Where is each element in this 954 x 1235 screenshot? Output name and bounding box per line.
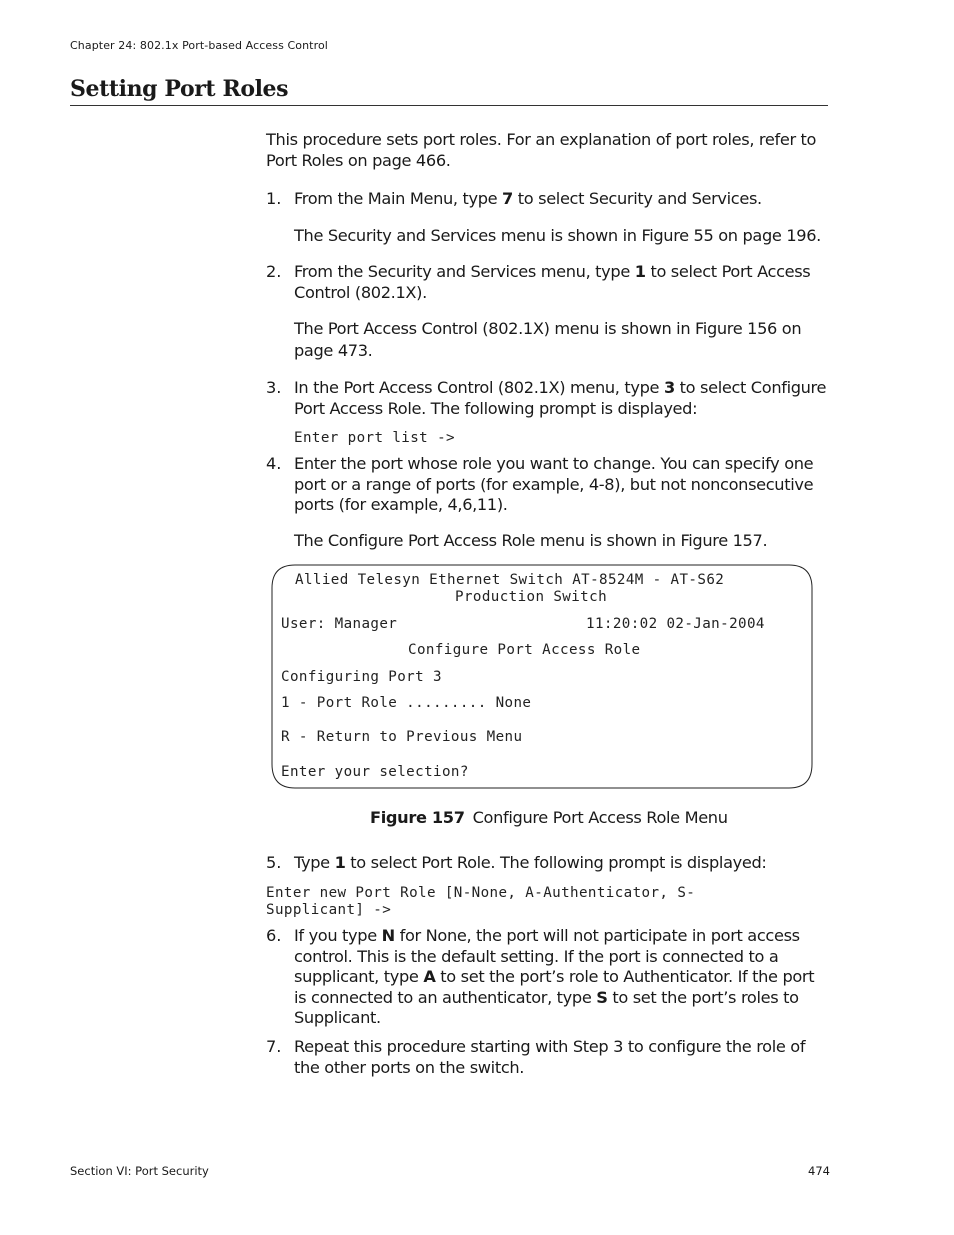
page-number: 474 — [808, 1164, 830, 1178]
terminal-user: User: Manager — [281, 616, 398, 632]
step-number: 6. — [266, 926, 282, 945]
step-text: If you type N for None, the port will not participate in port access control. This is the default setting. If the port is connected to a supplicant, type A to set the port’s role to Authenticator. If the port is connected to an authenticator, type S to set the port’s roles to Supplicant. — [294, 926, 815, 1027]
terminal-option-port-role: 1 - Port Role ......... None — [281, 695, 532, 711]
terminal-title-line2: Production Switch — [455, 589, 608, 605]
step-number: 3. — [266, 378, 282, 397]
terminal-menu-title: Configure Port Access Role — [408, 642, 641, 658]
terminal-title-line1: Allied Telesyn Ethernet Switch AT-8524M - AT-S62 — [295, 572, 725, 588]
step-number: 4. — [266, 454, 282, 473]
step-text: From the Security and Services menu, type 1 to select Port Access Control (802.1X). — [294, 262, 811, 302]
key-label: 1 — [334, 853, 346, 872]
terminal-configuring-port: Configuring Port 3 — [281, 669, 442, 685]
step-number: 2. — [266, 262, 282, 281]
step-text: Enter the port whose role you want to change. You can specify one port or a range of ports (for example, 4-8), but not nonconsecutive ports (for example, 4,6,11). — [294, 454, 814, 514]
section-title: Setting Port Roles — [70, 76, 828, 106]
key-label: A — [423, 967, 436, 986]
step-5 — [266, 853, 828, 874]
step-4-note: The Configure Port Access Role menu is shown in Figure 157. — [294, 531, 768, 550]
step-6 — [266, 926, 828, 1029]
key-label: 3 — [663, 378, 675, 397]
port-role-prompt-line2: Supplicant] -> — [266, 902, 392, 918]
intro-paragraph: This procedure sets port roles. For an explanation of port roles, refer to Port Roles on page 466. — [266, 130, 817, 170]
key-label: S — [596, 987, 608, 1007]
step-text: Type 1 to select Port Role. The following prompt is displayed: — [294, 853, 767, 872]
step-7 — [266, 1037, 828, 1078]
step-number: 5. — [266, 853, 282, 872]
terminal-datetime: 11:20:02 02-Jan-2004 — [586, 616, 765, 632]
terminal-selection-prompt: Enter your selection? — [281, 764, 469, 780]
step-2 — [266, 262, 828, 303]
step-1 — [266, 189, 828, 210]
footer-section: Section VI: Port Security — [70, 1164, 209, 1178]
step-text: Repeat this procedure starting with Step 3 to configure the role of the other ports on the switch. — [294, 1037, 806, 1077]
key-label: 7 — [502, 189, 513, 208]
step-text: In the Port Access Control (802.1X) menu, type 3 to select Configure Port Access Role. The following prompt is displayed: — [294, 378, 827, 418]
key-label: N — [381, 926, 395, 945]
step-4 — [266, 454, 828, 516]
figure-caption — [370, 808, 728, 827]
key-label: 1 — [634, 262, 646, 281]
port-list-prompt: Enter port list -> — [294, 430, 455, 446]
port-role-prompt-line1: Enter new Port Role [N-None, A-Authenticator, S- — [266, 885, 696, 901]
step-number: 1. — [266, 189, 282, 208]
step-2-note: The Port Access Control (802.1X) menu is shown in Figure 156 on page 473. — [294, 319, 802, 360]
step-number: 7. — [266, 1037, 282, 1056]
step-3 — [266, 378, 828, 419]
figure-caption-text: Configure Port Access Role Menu — [472, 808, 728, 827]
step-text: From the Main Menu, type 7 to select Security and Services. — [294, 189, 762, 208]
terminal-option-return: R - Return to Previous Menu — [281, 729, 523, 745]
running-head: Chapter 24: 802.1x Port-based Access Control — [70, 39, 328, 52]
step-1-note: The Security and Services menu is shown in Figure 55 on page 196. — [294, 226, 821, 245]
figure-label: Figure 157 — [370, 808, 465, 827]
